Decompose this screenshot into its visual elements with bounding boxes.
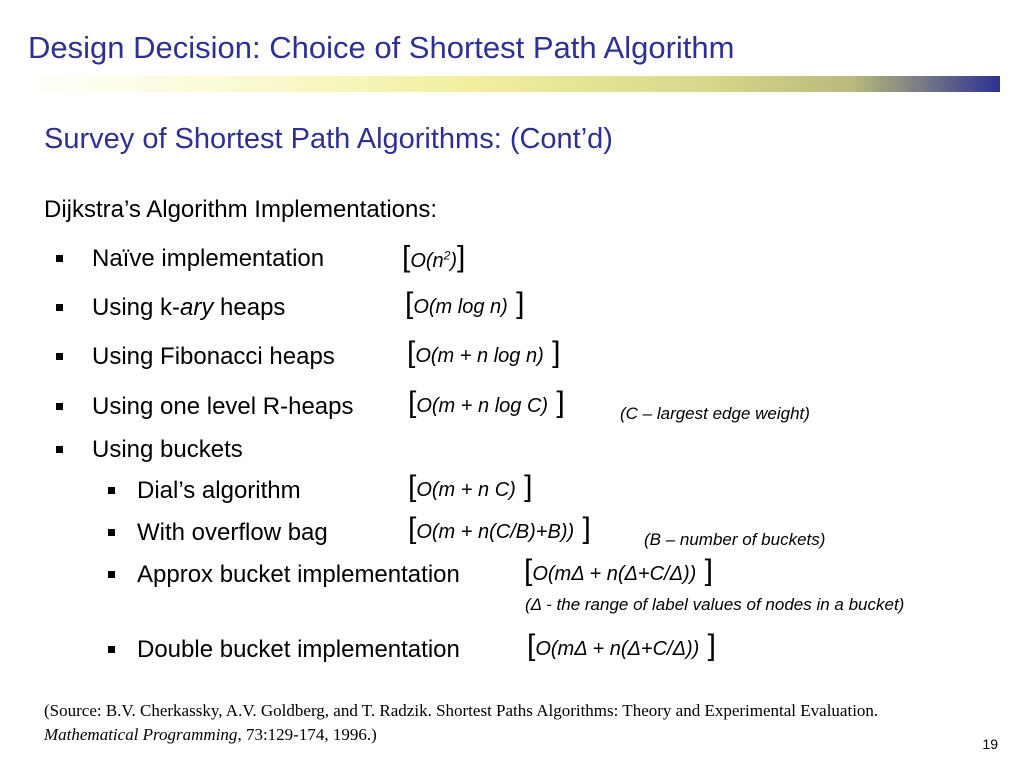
item-label: Using k-ary heaps (92, 294, 286, 321)
item-label: With overflow bag (137, 519, 328, 546)
complexity: [O(m + n(C/B)+B)) ] (408, 512, 591, 545)
slide-subtitle: Survey of Shortest Path Algorithms: (Cont’d) (44, 123, 613, 155)
item-label: Double bucket implementation (137, 636, 460, 663)
item-note: (B – number of buckets) (644, 530, 826, 549)
item-note: (C – largest edge weight) (620, 404, 810, 423)
slide-title: Design Decision: Choice of Shortest Path Algorithm (28, 30, 735, 65)
complexity: [O(m + n C) ] (408, 470, 533, 503)
source-citation: (Source: B.V. Cherkassky, A.V. Goldberg, and T. Radzik. Shortest Paths Algorithms: Theory and Experimental Evaluation. Mathematical Programming, 73:129-174, 1996.) (44, 701, 879, 744)
intro-text: Dijkstra’s Algorithm Implementations: (44, 196, 438, 223)
complexity: [O(m + n log n) ] (407, 336, 561, 369)
bullet-icon (56, 353, 63, 360)
bullet-icon (56, 403, 63, 410)
bullet-icon (108, 646, 115, 653)
item-label: Dial’s algorithm (137, 477, 301, 504)
bullet-icon (56, 304, 63, 311)
complexity: $[O(n^2)]$ (402, 240, 466, 274)
complexity: [O(m + n log C) ] (408, 386, 565, 419)
page-number: 19 (982, 736, 998, 752)
bullet-icon (108, 487, 115, 494)
title-divider (18, 76, 1000, 92)
bullet-icon (108, 571, 115, 578)
complexity: [O(mΔ + n(Δ+C/Δ)) ] (524, 554, 713, 587)
item-label: Naïve implementation (92, 245, 325, 272)
item-label: Using buckets (92, 436, 243, 463)
complexity: [O(m log n) ] (405, 287, 525, 320)
item-label: Using one level R-heaps (92, 393, 354, 420)
item-label: Using Fibonacci heaps (92, 343, 335, 370)
item-label: Approx bucket implementation (137, 561, 460, 588)
bullet-icon (56, 255, 63, 262)
bullet-icon (108, 529, 115, 536)
bullet-icon (56, 446, 63, 453)
bucket-range-note: (Δ - the range of label values of nodes in a bucket) (525, 595, 905, 614)
complexity: [O(mΔ + n(Δ+C/Δ)) ] (527, 629, 716, 662)
